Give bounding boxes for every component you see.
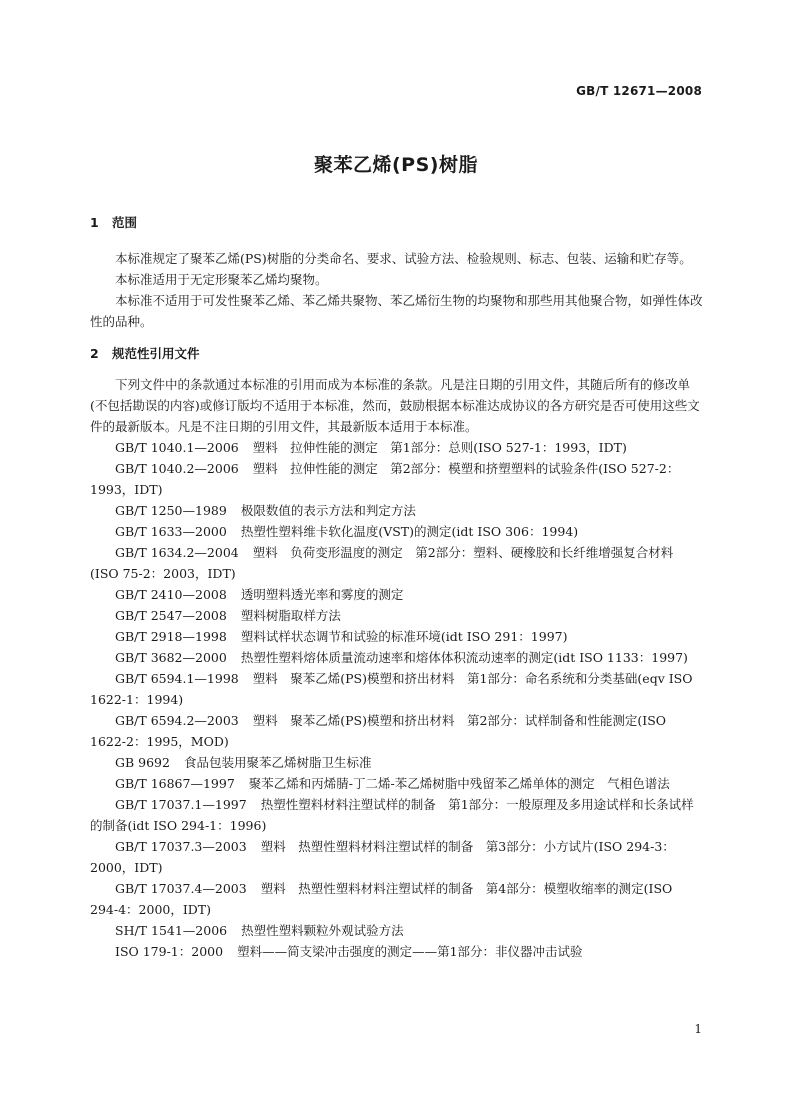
reference-item [90,668,704,710]
paragraph: 本标准规定了聚苯乙烯(PS)树脂的分类命名、要求、试验方法、检验规则、标志、包装、运输和贮存等。 [115,251,692,266]
reference-title: 塑料树脂取样方法 [240,608,341,623]
reference-list [90,437,704,962]
reference-item [90,794,704,836]
reference-title: 透明塑料透光率和雾度的测定 [240,587,404,602]
page-number: 1 [694,1022,702,1036]
reference-item [90,773,704,794]
reference-title: 热塑性塑料材料注塑试样的制备 第1部分：一般原理及多用途试样和长条试样的制备(idt ISO 294-1：1996) [90,797,694,833]
reference-code: SH/T 1541—2006 [115,923,228,938]
reference-item [90,710,704,752]
reference-item [90,542,704,584]
reference-code: GB/T 6594.1—1998 [115,671,239,686]
reference-title: 塑料 聚苯乙烯(PS)模塑和挤出材料 第2部分：试样制备和性能测定(ISO 1622-2：1995，MOD) [90,713,667,749]
reference-title: 塑料 热塑性塑料材料注塑试样的制备 第4部分：模塑收缩率的测定(ISO 294-4：2000，IDT) [90,881,673,917]
reference-title: 塑料——简支梁冲击强度的测定——第1部分：非仪器冲击试验 [237,944,583,959]
section-heading-scope [90,212,704,233]
reference-title: 热塑性塑料维卡软化温度(VST)的测定(idt ISO 306：1994) [240,524,579,539]
section-title: 规范性引用文件 [112,346,200,361]
reference-code: GB/T 1634.2—2004 [115,545,239,560]
reference-item [90,458,704,500]
reference-code: GB/T 1250—1989 [115,503,227,518]
reference-item [90,836,704,878]
reference-item [90,626,704,647]
standard-number: GB/T 12671—2008 [576,84,702,98]
reference-title: 热塑性塑料颗粒外观试验方法 [241,923,404,938]
reference-item [90,752,704,773]
document-body [90,212,704,962]
section-heading-normative-references [90,343,704,364]
reference-title: 热塑性塑料熔体质量流动速率和熔体体积流动速率的测定(idt ISO 1133：1997) [240,650,688,665]
reference-code: GB/T 2547—2008 [115,608,227,623]
reference-item [90,437,704,458]
section-number: 1 [90,215,99,230]
reference-code: GB/T 3682—2000 [115,650,227,665]
reference-item [90,500,704,521]
reference-code: GB/T 6594.2—2003 [115,713,239,728]
reference-title: 塑料 热塑性塑料材料注塑试样的制备 第3部分：小方试片(ISO 294-3：2000，IDT) [90,839,675,875]
reference-item [90,605,704,626]
paragraph: 本标准适用于无定形聚苯乙烯均聚物。 [115,272,328,287]
reference-item [90,521,704,542]
reference-code: GB/T 17037.3—2003 [115,839,247,854]
reference-title: 塑料试样状态调节和试验的标准环境(idt ISO 291：1997) [240,629,568,644]
reference-title: 极限数值的表示方法和判定方法 [240,503,416,518]
reference-item [90,647,704,668]
document-title: 聚苯乙烯(PS)树脂 [314,154,478,176]
reference-code: GB 9692 [115,755,170,770]
reference-code: ISO 179-1：2000 [115,944,224,959]
paragraph: 本标准不适用于可发性聚苯乙烯、苯乙烯共聚物、苯乙烯衍生物的均聚物和那些用其他聚合物，如弹性体改性的品种。 [90,293,703,329]
reference-item [90,878,704,920]
reference-title: 塑料 拉伸性能的测定 第1部分：总则(ISO 527-1：1993，IDT) [252,440,627,455]
paragraph: 下列文件中的条款通过本标准的引用而成为本标准的条款。凡是注日期的引用文件，其随后所有的修改单(不包括勘误的内容)或修订版均不适用于本标准，然而，鼓励根据本标准达成协议的各方研究是否可使用这些文件的最新版本。凡是不注日期的引用文件，其最新版本适用于本标准。 [90,377,700,434]
section-number: 2 [90,346,99,361]
reference-item [90,920,704,941]
reference-code: GB/T 1633—2000 [115,524,227,539]
reference-code: GB/T 2410—2008 [115,587,227,602]
reference-code: GB/T 2918—1998 [115,629,227,644]
reference-title: 食品包装用聚苯乙烯树脂卫生标准 [183,755,372,770]
section-title: 范围 [112,215,138,230]
reference-code: GB/T 1040.2—2006 [115,461,239,476]
reference-code: GB/T 17037.1—1997 [115,797,247,812]
reference-title: 塑料 聚苯乙烯(PS)模塑和挤出材料 第1部分：命名系统和分类基础(eqv ISO 1622-1：1994) [90,671,693,707]
reference-title: 塑料 拉伸性能的测定 第2部分：模塑和挤塑塑料的试验条件(ISO 527-2：1993，IDT) [90,461,680,497]
reference-title: 塑料 负荷变形温度的测定 第2部分：塑料、硬橡胶和长纤维增强复合材料 (ISO 75-2：2003，IDT) [90,545,674,581]
reference-item [90,584,704,605]
reference-item [90,941,704,962]
reference-title: 聚苯乙烯和丙烯腈-丁二烯-苯乙烯树脂中残留苯乙烯单体的测定 气相色谱法 [248,776,670,791]
reference-code: GB/T 17037.4—2003 [115,881,247,896]
reference-code: GB/T 16867—1997 [115,776,235,791]
reference-code: GB/T 1040.1—2006 [115,440,239,455]
